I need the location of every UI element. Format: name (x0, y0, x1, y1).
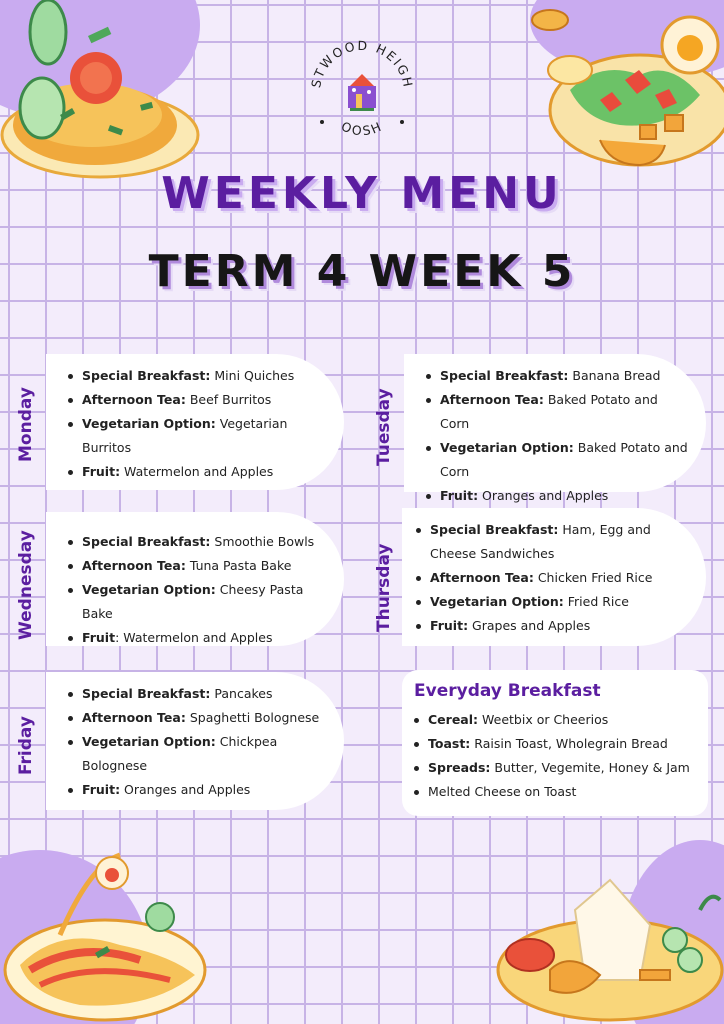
menu-item: Fruit: Watermelon and Apples (66, 626, 326, 650)
menu-item: Vegetarian Option: Cheesy Pasta Bake (66, 578, 326, 626)
menu-item: Toast: Raisin Toast, Wholegrain Bread (412, 732, 696, 756)
tuesday-menu-card (404, 354, 706, 503)
menu-item: Cereal: Weetbix or Cheerios (412, 708, 696, 732)
fried-rice-illustration (0, 0, 210, 190)
everyday-breakfast-heading: Everyday Breakfast (414, 681, 601, 701)
friday-menu-card (46, 672, 344, 810)
menu-item: Special Breakfast: Pancakes (66, 682, 326, 706)
day-label-friday: Friday (16, 716, 36, 775)
menu-item: Spreads: Butter, Vegemite, Honey & Jam (412, 756, 696, 780)
house-icon (348, 74, 376, 111)
day-label-wednesday: Wednesday (16, 530, 36, 640)
menu-item: Afternoon Tea: Beef Burritos (66, 388, 326, 412)
menu-item: Fruit: Grapes and Apples (414, 614, 688, 638)
menu-item: Vegetarian Option: Fried Rice (414, 590, 688, 614)
wednesday-menu-card (46, 512, 344, 646)
nasi-lemak-illustration (490, 870, 724, 1024)
svg-text:EASTWOOD HEIGHTS (296, 22, 416, 90)
menu-item: Afternoon Tea: Baked Potato and Corn (424, 388, 688, 436)
page-subtitle: TERM 4 WEEK 5 (148, 246, 576, 297)
logo-text-top: STWOOD HEIGH (308, 37, 417, 90)
menu-item: Special Breakfast: Ham, Egg and Cheese Sandwiches (414, 518, 688, 566)
spaghetti-illustration (0, 845, 215, 1024)
monday-menu-card (46, 354, 344, 490)
menu-item: Vegetarian Option: Baked Potato and Corn (424, 436, 688, 484)
everyday-breakfast-card (402, 670, 708, 816)
menu-item: Melted Cheese on Toast (412, 780, 696, 804)
menu-item: Fruit: Oranges and Apples (424, 484, 688, 508)
school-logo (296, 22, 428, 154)
logo-text-bottom: OOSH (339, 118, 385, 139)
day-label-monday: Monday (16, 387, 36, 462)
menu-item: Special Breakfast: Mini Quiches (66, 364, 326, 388)
menu-item: Afternoon Tea: Tuna Pasta Bake (66, 554, 326, 578)
menu-item: Afternoon Tea: Spaghetti Bolognese (66, 706, 326, 730)
day-label-thursday: Thursday (374, 543, 394, 632)
menu-item: Fruit: Watermelon and Apples (66, 460, 326, 484)
menu-item: Vegetarian Option: Chickpea Bolognese (66, 730, 326, 778)
day-label-tuesday: Tuesday (374, 388, 394, 466)
menu-item: Vegetarian Option: Vegetarian Burritos (66, 412, 326, 460)
thursday-menu-card (402, 508, 706, 646)
salad-illustration (530, 0, 724, 190)
page-title: WEEKLY MENU (161, 168, 563, 219)
menu-item: Fruit: Oranges and Apples (66, 778, 326, 802)
menu-item: Afternoon Tea: Chicken Fried Rice (414, 566, 688, 590)
menu-item: Special Breakfast: Banana Bread (424, 364, 688, 388)
svg-text:OOSH (339, 118, 385, 138)
menu-item: Special Breakfast: Smoothie Bowls (66, 530, 326, 554)
